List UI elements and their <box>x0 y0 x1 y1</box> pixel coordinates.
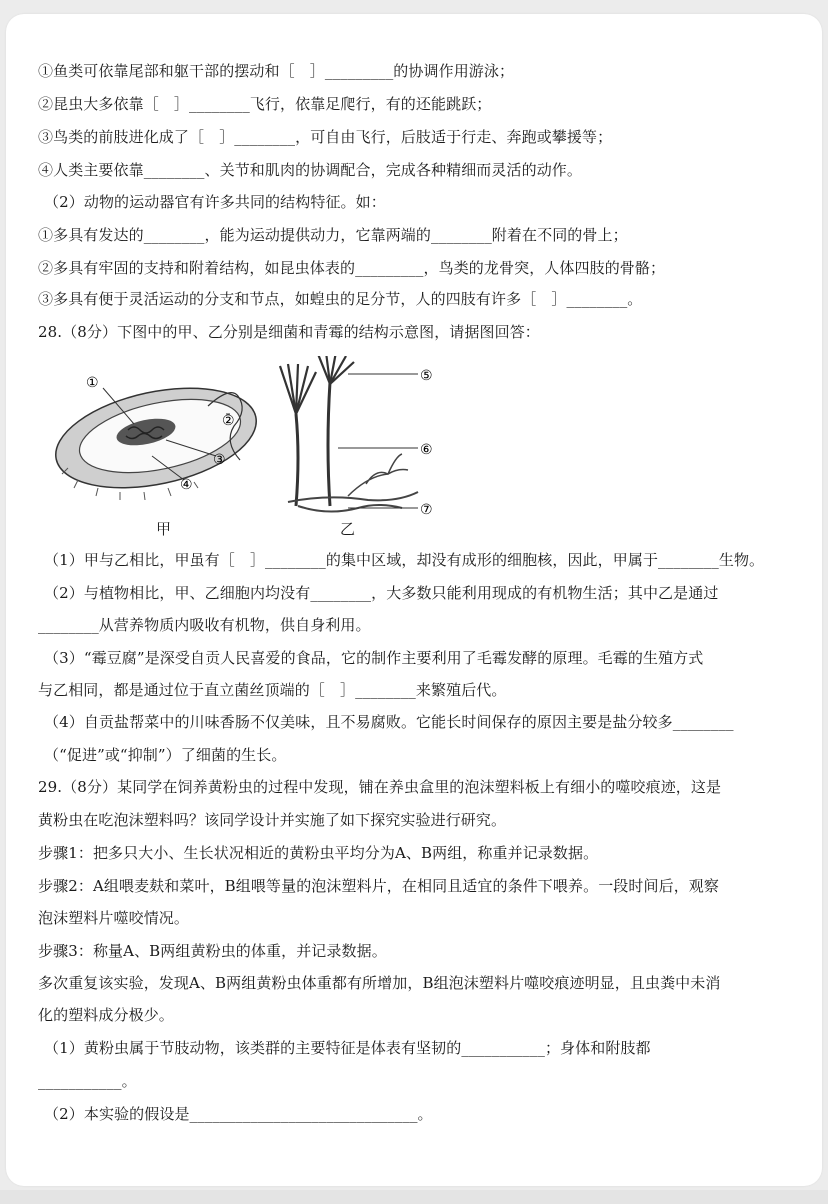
marker-4: ④ <box>180 477 193 493</box>
figure-drawing <box>48 356 448 546</box>
q27-line-2: ②昆虫大多依靠［ ］________飞行，依靠足爬行，有的还能跳跃； <box>38 95 492 113</box>
q29-subquestion-2: （2）本实验的假设是______________________________。 <box>44 1105 433 1123</box>
q29-title-cont: 黄粉虫在吃泡沫塑料吗？该同学设计并实施了如下探究实验进行研究。 <box>38 811 507 829</box>
marker-7: ⑦ <box>420 502 433 518</box>
q29-result: 多次重复该实验，发现A、B两组黄粉虫体重都有所增加，B组泡沫塑料片噬咬痕迹明显，且虫粪中未消 <box>38 974 721 992</box>
q29-step-2-cont: 泡沫塑料片噬咬情况。 <box>38 909 190 927</box>
q27-line-1: ①鱼类可依靠尾部和躯干部的摆动和［ ］_________的协调作用游泳； <box>38 62 515 80</box>
q29-step-2: 步骤2：A组喂麦麸和菜叶，B组喂等量的泡沫塑料片，在相同且适宜的条件下喂养。一段时间后，观察 <box>38 877 720 895</box>
marker-5: ⑤ <box>420 368 433 384</box>
marker-2: ② <box>222 413 235 429</box>
q28-title: 28.（8分）下图中的甲、乙分别是细菌和青霉的结构示意图，请据图回答： <box>38 323 540 341</box>
q29-step-3: 步骤3：称量A、B两组黄粉虫的体重，并记录数据。 <box>38 942 387 960</box>
q27-line-3: ③鸟类的前肢进化成了［ ］________，可自由飞行，后肢适于行走、奔跑或攀援等； <box>38 128 613 146</box>
figure-label-jia: 甲 <box>156 520 172 538</box>
q29-subquestion-1: （1）黄粉虫属于节肢动物，该类群的主要特征是体表有坚韧的___________；身体和附肢都 <box>44 1039 651 1057</box>
marker-3: ③ <box>213 452 226 468</box>
q27-line-8: ③多具有便于灵活运动的分支和节点，如蝗虫的足分节，人的四肢有许多［ ］________。 <box>38 290 643 308</box>
q28-subquestion-1: （1）甲与乙相比，甲虽有［ ］________的集中区域，却没有成形的细胞核，因此，甲属于________生物。 <box>44 551 765 569</box>
q27-line-6: ①多具有发达的________，能为运动提供动力，它靠两端的________附着在不同的骨上； <box>38 226 628 244</box>
q29-subquestion-1-cont: ___________。 <box>38 1072 137 1090</box>
bacterium-drawing <box>48 372 265 504</box>
next-page-edge <box>0 1190 828 1204</box>
q28-subquestion-3-cont: 与乙相同，都是通过位于直立菌丝顶端的［ ］________来繁殖后代。 <box>38 681 507 699</box>
q28-subquestion-4: （4）自贡盐帮菜中的川味香肠不仅美味，且不易腐败。它能长时间保存的原因主要是盐分较多________ <box>44 713 734 731</box>
q29-step-1: 步骤1：把多只大小、生长状况相近的黄粉虫平均分为A、B两组，称重并记录数据。 <box>38 844 599 862</box>
q27-line-4: ④人类主要依靠________、关节和肌肉的协调配合，完成各种精细而灵活的动作。 <box>38 161 583 179</box>
q27-subquestion-2: （2）动物的运动器官有许多共同的结构特征。如： <box>44 193 386 211</box>
q28-subquestion-3: （3）“霉豆腐”是深受自贡人民喜爱的食品，它的制作主要利用了毛霉发酵的原理。毛霉的生殖方式 <box>44 649 704 667</box>
figure-label-yi: 乙 <box>340 520 356 538</box>
bacteria-penicillium-figure <box>48 356 448 546</box>
q28-subquestion-4-cont: （“促进”或“抑制”）了细菌的生长。 <box>44 746 287 764</box>
q27-line-7: ②多具有牢固的支持和附着结构，如昆虫体表的_________，鸟类的龙骨突，人体四肢的骨骼； <box>38 259 666 277</box>
marker-1: ① <box>86 375 99 391</box>
q28-subquestion-2-cont: ________从营养物质内吸收有机物，供自身利用。 <box>38 616 371 634</box>
penicillium-drawing <box>280 356 433 518</box>
q29-title: 29.（8分）某同学在饲养黄粉虫的过程中发现，铺在养虫盒里的泡沫塑料板上有细小的噬咬痕迹，这是 <box>38 778 722 796</box>
marker-6: ⑥ <box>420 442 433 458</box>
q28-subquestion-2: （2）与植物相比，甲、乙细胞内均没有________，大多数只能利用现成的有机物生活；其中乙是通过 <box>44 584 719 602</box>
q29-result-cont: 化的塑料成分极少。 <box>38 1006 174 1024</box>
